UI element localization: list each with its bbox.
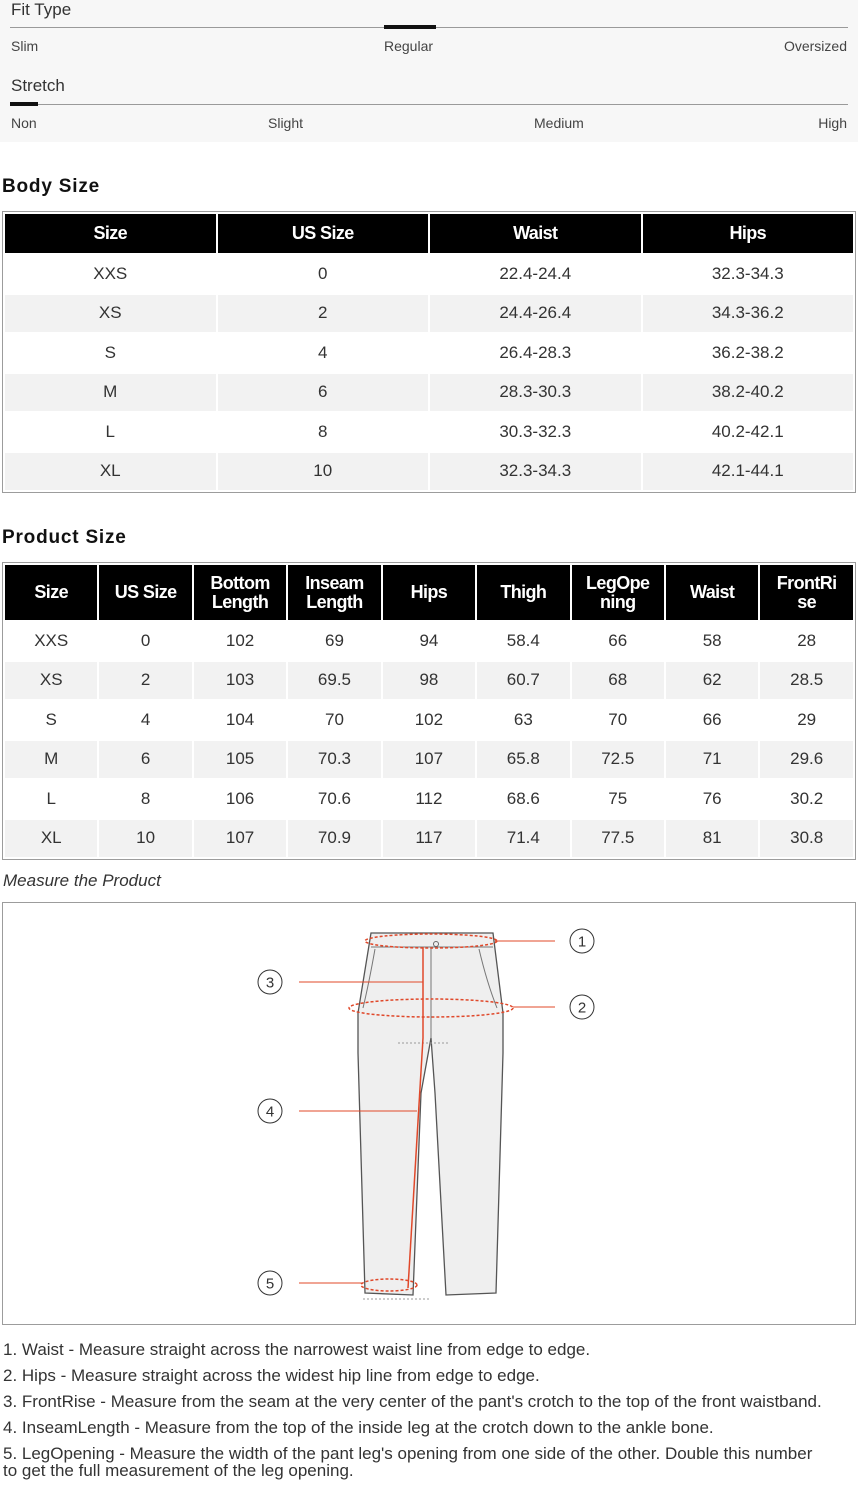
table-cell: 30.8: [760, 820, 853, 858]
table-cell: 112: [383, 780, 475, 818]
table-cell: 104: [194, 701, 286, 739]
table-cell: 68.6: [477, 780, 569, 818]
stretch-selected-marker: [10, 102, 38, 106]
stretch-scale-line: [10, 104, 848, 105]
stretch-label-high: High: [818, 115, 847, 131]
table-cell: 8: [99, 780, 191, 818]
fit-stretch-panel: [0, 0, 858, 142]
table-cell: XS: [5, 662, 97, 700]
table-cell: 6: [99, 741, 191, 779]
table-cell: 77.5: [572, 820, 664, 858]
pants-diagram-svg: [3, 903, 855, 1324]
fit-type-label-regular: Regular: [384, 38, 434, 54]
table-cell: 32.3-34.3: [643, 255, 854, 293]
table-cell: 117: [383, 820, 475, 858]
table-cell: M: [5, 374, 216, 412]
table-row: [5, 453, 853, 491]
table-cell: 42.1-44.1: [643, 453, 854, 491]
table-cell: 62: [666, 662, 758, 700]
table-row: [5, 374, 853, 412]
table-cell: XL: [5, 820, 97, 858]
instruction-inseam-length: 4. InseamLength - Measure from the top of the inside leg at the crotch down to the ankle bone.: [3, 1418, 714, 1437]
table-cell: 30.3-32.3: [430, 413, 641, 451]
table-cell: 36.2-38.2: [643, 334, 854, 372]
table-cell: 22.4-24.4: [430, 255, 641, 293]
column-header: FrontRi se: [760, 565, 853, 620]
body-size-table-container: [2, 211, 856, 493]
pants-illustration: [358, 933, 503, 1299]
table-cell: 66: [666, 701, 758, 739]
callout-3: [258, 970, 282, 994]
table-cell: 2: [218, 295, 429, 333]
table-cell: 60.7: [477, 662, 569, 700]
table-cell: 26.4-28.3: [430, 334, 641, 372]
column-header: LegOpe ning: [572, 565, 664, 620]
table-cell: XXS: [5, 622, 97, 660]
stretch-label-medium: Medium: [534, 115, 584, 131]
callout-number: 3: [265, 974, 275, 992]
table-row: [5, 334, 853, 372]
table-cell: 107: [194, 820, 286, 858]
table-row: [5, 701, 853, 739]
table-cell: 70.3: [288, 741, 380, 779]
table-cell: S: [5, 334, 216, 372]
table-cell: 107: [383, 741, 475, 779]
body-size-rows: [5, 255, 853, 490]
body-size-title: Body Size: [2, 176, 100, 197]
table-row: [5, 413, 853, 451]
column-header: Hips: [383, 565, 475, 620]
table-cell: 2: [99, 662, 191, 700]
fit-type-label-slim: Slim: [11, 38, 39, 54]
product-size-table-container: [2, 562, 856, 860]
table-cell: 70.6: [288, 780, 380, 818]
table-row: [5, 622, 853, 660]
table-cell: 38.2-40.2: [643, 374, 854, 412]
table-cell: XS: [5, 295, 216, 333]
table-cell: 0: [99, 622, 191, 660]
fit-type-selected-marker: [384, 25, 436, 29]
table-row: [5, 741, 853, 779]
table-cell: L: [5, 780, 97, 818]
table-cell: 10: [218, 453, 429, 491]
table-cell: 68: [572, 662, 664, 700]
stretch-title: Stretch: [11, 76, 65, 95]
product-size-rows: [5, 622, 853, 857]
product-size-table: [3, 563, 855, 859]
table-cell: 72.5: [572, 741, 664, 779]
table-row: [5, 662, 853, 700]
table-cell: 8: [218, 413, 429, 451]
table-cell: 70.9: [288, 820, 380, 858]
table-cell: L: [5, 413, 216, 451]
callout-number: 5: [265, 1275, 275, 1293]
instruction-hips: 2. Hips - Measure straight across the widest hip line from edge to edge.: [3, 1366, 540, 1385]
stretch-label-slight: Slight: [268, 115, 304, 131]
table-cell: 106: [194, 780, 286, 818]
column-header: US Size: [218, 214, 429, 253]
table-cell: 32.3-34.3: [430, 453, 641, 491]
table-cell: 76: [666, 780, 758, 818]
callout-number: 2: [577, 999, 587, 1017]
table-cell: 30.2: [760, 780, 853, 818]
table-cell: 69: [288, 622, 380, 660]
table-cell: 0: [218, 255, 429, 293]
table-cell: 70: [288, 701, 380, 739]
column-header: Thigh: [477, 565, 569, 620]
table-row: [5, 820, 853, 858]
table-cell: 71: [666, 741, 758, 779]
table-row: [5, 255, 853, 293]
table-cell: 71.4: [477, 820, 569, 858]
table-cell: 102: [383, 701, 475, 739]
table-cell: M: [5, 741, 97, 779]
table-cell: 10: [99, 820, 191, 858]
table-cell: 58.4: [477, 622, 569, 660]
column-header: Size: [5, 214, 216, 253]
table-cell: 28.5: [760, 662, 853, 700]
table-cell: 103: [194, 662, 286, 700]
body-size-table: [3, 212, 855, 492]
column-header: US Size: [99, 565, 191, 620]
product-size-title: Product Size: [2, 527, 127, 548]
measure-title: Measure the Product: [3, 871, 161, 890]
instruction-waist: 1. Waist - Measure straight across the narrowest waist line from edge to edge.: [3, 1340, 591, 1359]
callout-number: 4: [265, 1103, 275, 1121]
table-cell: 66: [572, 622, 664, 660]
table-cell: 94: [383, 622, 475, 660]
body-size-header-row: [5, 214, 853, 253]
column-header: Waist: [666, 565, 758, 620]
table-cell: 28.3-30.3: [430, 374, 641, 412]
table-cell: XXS: [5, 255, 216, 293]
table-cell: 4: [218, 334, 429, 372]
table-cell: 24.4-26.4: [430, 295, 641, 333]
table-cell: 34.3-36.2: [643, 295, 854, 333]
table-cell: 28: [760, 622, 853, 660]
fit-type-label-oversized: Oversized: [783, 38, 847, 54]
table-cell: 105: [194, 741, 286, 779]
column-header: Bottom Length: [194, 565, 286, 620]
instruction-leg-opening: 5. LegOpening - Measure the width of the pant leg's opening from one side of the other. Double this number to get the full measurement of the leg opening.: [3, 1444, 813, 1480]
callout-1: [570, 929, 594, 953]
table-cell: 69.5: [288, 662, 380, 700]
stretch-label-non: Non: [11, 115, 37, 131]
table-cell: 29: [760, 701, 853, 739]
table-cell: 4: [99, 701, 191, 739]
callout-2: [570, 995, 594, 1019]
column-header: Size: [5, 565, 97, 620]
table-cell: 70: [572, 701, 664, 739]
table-cell: 63: [477, 701, 569, 739]
table-cell: 102: [194, 622, 286, 660]
fit-type-title: Fit Type: [11, 0, 72, 19]
table-row: [5, 295, 853, 333]
product-size-header-row: [5, 565, 853, 620]
column-header: Hips: [643, 214, 854, 253]
table-cell: 98: [383, 662, 475, 700]
callout-number: 1: [577, 933, 587, 951]
callout-5: [258, 1271, 282, 1295]
table-cell: 81: [666, 820, 758, 858]
column-header: Inseam Length: [288, 565, 380, 620]
table-cell: 65.8: [477, 741, 569, 779]
table-cell: 6: [218, 374, 429, 412]
column-header: Waist: [430, 214, 641, 253]
table-row: [5, 780, 853, 818]
measurement-instructions: [3, 1341, 823, 1488]
callout-4: [258, 1099, 282, 1123]
measure-diagram: [2, 902, 856, 1325]
table-cell: 40.2-42.1: [643, 413, 854, 451]
table-cell: XL: [5, 453, 216, 491]
table-cell: S: [5, 701, 97, 739]
table-cell: 29.6: [760, 741, 853, 779]
instruction-front-rise: 3. FrontRise - Measure from the seam at the very center of the pant's crotch to the top of the front waistband.: [3, 1392, 822, 1411]
table-cell: 75: [572, 780, 664, 818]
table-cell: 58: [666, 622, 758, 660]
